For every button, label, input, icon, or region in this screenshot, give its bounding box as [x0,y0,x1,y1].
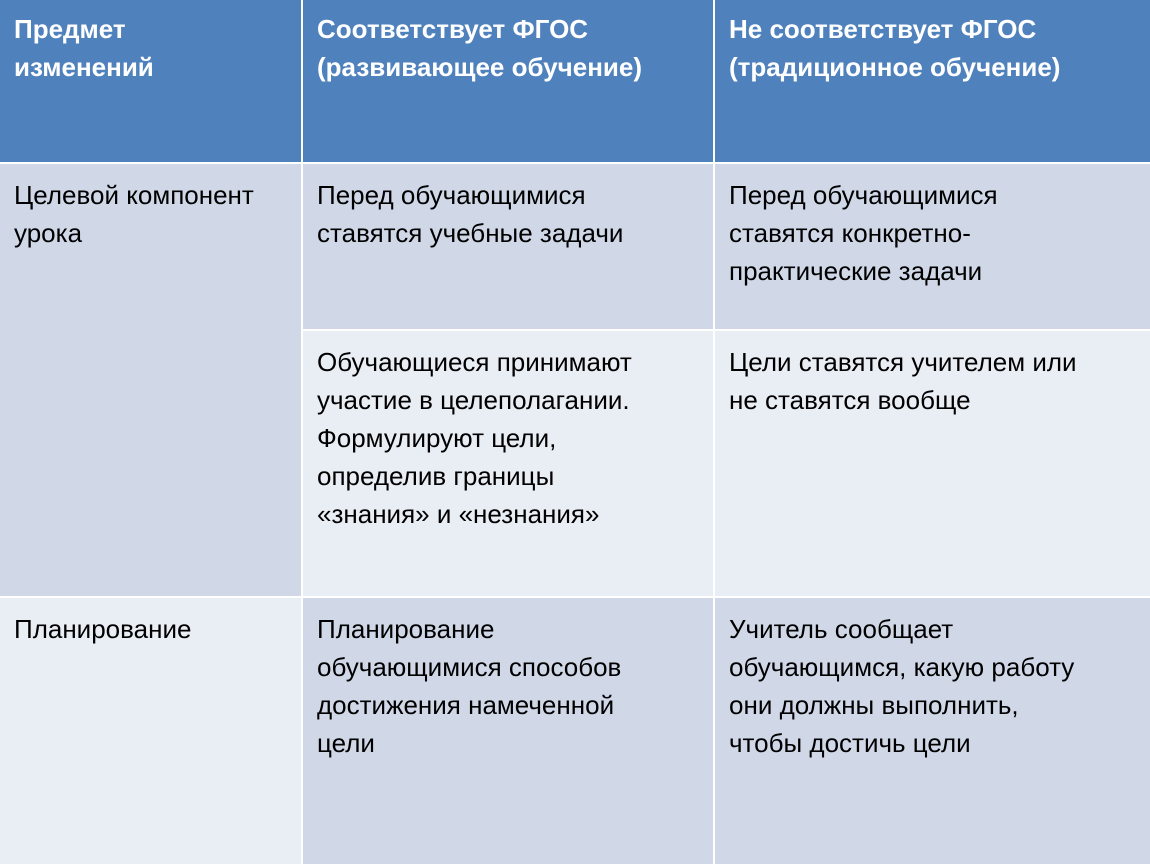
cell-traditional-planning: Учитель сообщает обучающимся, какую работу они должны выполнить, чтобы достичь цели [715,598,1150,864]
cell-traditional-goal-2: Цели ставятся учителем или не ставятся вообще [715,331,1150,598]
header-fgos: Соответствует ФГОС (развивающее обучение) [303,0,715,164]
row-subject-planning: Планирование [0,598,303,864]
cell-fgos-planning: Планирование обучающимися способов достижения намеченной цели [303,598,715,864]
cell-fgos-goal-2: Обучающиеся принимают участие в целеполагании. Формулируют цели, определив границы «знания» и «незнания» [303,331,715,598]
header-traditional: Не соответствует ФГОС (традиционное обучение) [715,0,1150,164]
cell-fgos-goal-1: Перед обучающимися ставятся учебные задачи [303,164,715,331]
row-subject-goal: Целевой компонент урока [0,164,303,598]
cell-traditional-goal-1: Перед обучающимися ставятся конкретно- практические задачи [715,164,1150,331]
header-subject: Предмет изменений [0,0,303,164]
